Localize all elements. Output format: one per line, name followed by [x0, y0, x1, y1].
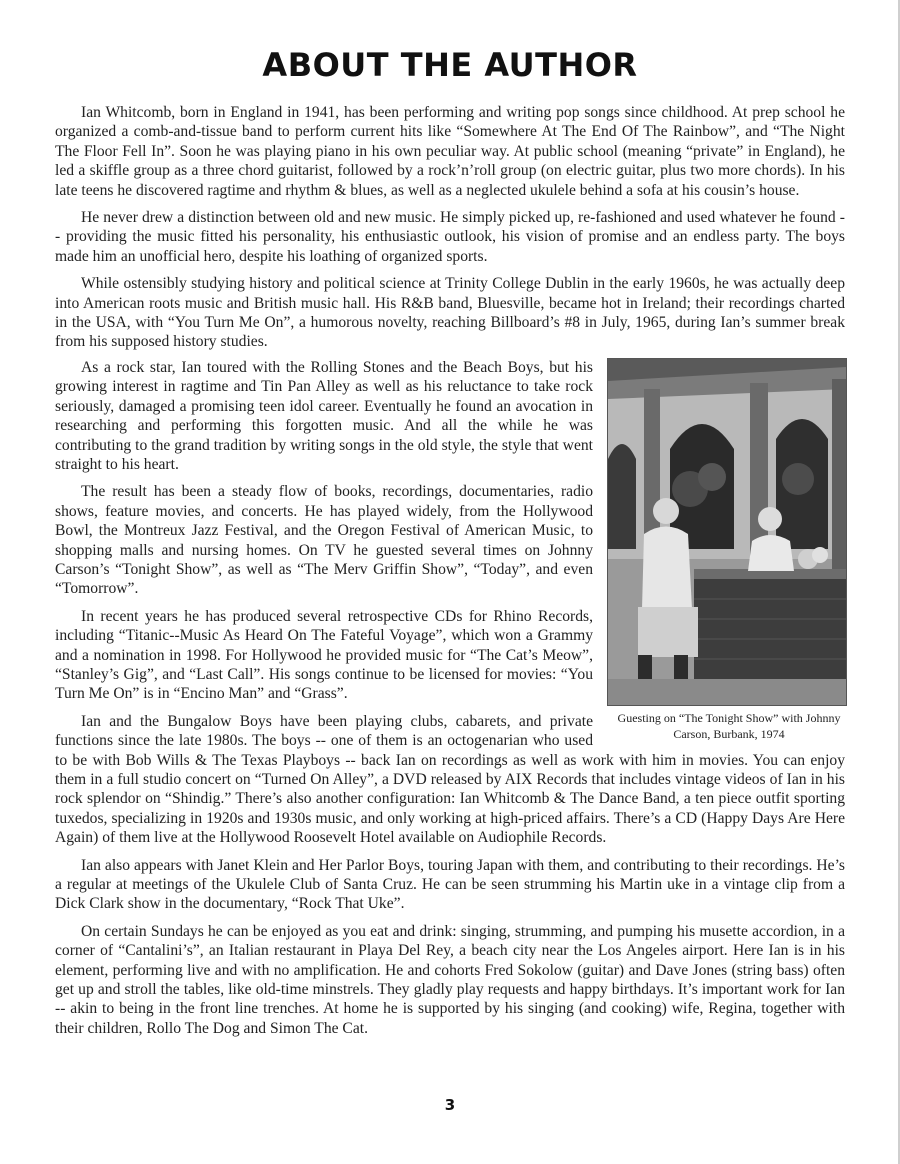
paragraph-9: On certain Sundays he can be enjoyed as you eat and drink: singing, strumming, and pumping his musette accordion, in a corner of “Cantalini’s”, an Italian restaurant in Playa Del Rey, a beach city near the Los Angeles airport. Here Ian is in his element, performing live and with no amplification. He and cohorts Fred Sokolow (guitar) and Dave Jones (string bass) often get up and stroll the tables, like old-time minstrels. They gladly play requests and happy birthdays. It’s important work for Ian -- akin to being in the front line trenches. At home he is supported by his singing (and cooking) wife, Regina, together with their children, Rollo The Dog and Simon The Cat.	[55, 922, 845, 1037]
photo-caption: Guesting on “The Tonight Show” with Johnny Carson, Burbank, 1974	[617, 710, 841, 741]
paragraph-6: In recent years he has produced several retrospective CDs for Rhino Records, including “Titanic--Music As Heard On The Fateful Voyage”, which won a Grammy and a nomination in 1998. For Hollywood he provided music for “The Cat’s Meow”, “Stanley’s Gig”, and “Last Call”. His songs continue to be licensed for movies: “You Turn Me On” is in “Encino Man” and “Grass”.	[55, 607, 593, 703]
article-body	[55, 103, 845, 1046]
paragraph-1: Ian Whitcomb, born in England in 1941, has been performing and writing pop songs since childhood. At prep school he organized a comb-and-tissue band to perform current hits like “Somewhere At The End Of The Rainbow”, and “The Night The Floor Fell In”. Soon he was playing piano in his own peculiar way. At public school (meaning “private” in England), he led a skiffle group as a three chord guitarist, followed by a rock’n’roll group (on electric guitar, plus two more chords). In his late teens he discovered ragtime and rhythm & blues, as well as a neglected ukulele behind a sofa at his cousin’s house.	[55, 104, 845, 199]
paragraph-7: Ian and the Bungalow Boys have been playing clubs, cabarets, and private functions since the late 1980s. The boys -- one of them is an octogenarian who used to be with Bob Wills & The Texas Playboys -- back Ian on recordings as well as work with him in movies. You can enjoy them in a full studio concert on “Turned On Alley”, a DVD released by AIX Records that includes vintage videos of Ian in his rock splendor on “Shindig.” There’s also another configuration: Ian Whitcomb & The Dance Band, a ten piece outfit sporting tuxedos, specializing in 1920s and 1930s music, and only working at high-priced affairs. There’s a CD (Happy Days Are Here Again) of them live at the Hollywood Roosevelt Hotel available on Audiophile Records.	[55, 712, 845, 847]
paragraph-5: The result has been a steady flow of books, recordings, documentaries, radio shows, feature movies, and concerts. He has played widely, from the Hollywood Bowl, the Montreux Jazz Festival, and the Oregon Festival of American Music, to shopping malls and nursing homes. On TV he guested several times on Johnny Carson’s “Tonight Show”, as well as “The Merv Griffin Show”, “Today”, and even “Tomorrow”.	[55, 483, 593, 598]
photo-figure	[605, 358, 845, 742]
page-number: 3	[444, 1096, 456, 1114]
page-title: ABOUT THE AUTHOR	[262, 46, 638, 84]
paragraph-2: He never drew a distinction between old and new music. He simply picked up, re-fashioned and used whatever he found -- providing the music fitted his personality, his enthusiastic outlook, his vision of promise and an endless party. The boys made him an unofficial hero, despite his loathing of organized sports.	[55, 209, 845, 265]
paragraph-3: While ostensibly studying history and political science at Trinity College Dublin in the early 1960s, he was actually deep into American roots music and British music hall. His R&B band, Bluesville, became hot in Ireland; their recordings charted in the USA, with “You Turn Me On”, a humorous novelty, reaching Billboard’s #8 in July, 1965, during Ian’s summer break from his supposed history studies.	[55, 275, 845, 351]
paragraph-8: Ian also appears with Janet Klein and Her Parlor Boys, touring Japan with them, and contributing to their recordings. He’s a regular at meetings of the Ukulele Club of Santa Cruz. He can be seen strumming his Martin uke in a vintage clip from a Dick Clark show in the documentary, “Rock That Uke”.	[55, 856, 845, 913]
tonight-show-photo	[607, 358, 847, 706]
paragraph-4: As a rock star, Ian toured with the Rolling Stones and the Beach Boys, but his growing interest in ragtime and Tin Pan Alley as well as his reluctance to take rock seriously, damaged a promising teen idol career. Eventually he found an avocation in researching and performing this forgotten music. And all the while he was contributing to the grand tradition by writing songs in the old style, the style that went straight to his heart.	[55, 358, 593, 473]
